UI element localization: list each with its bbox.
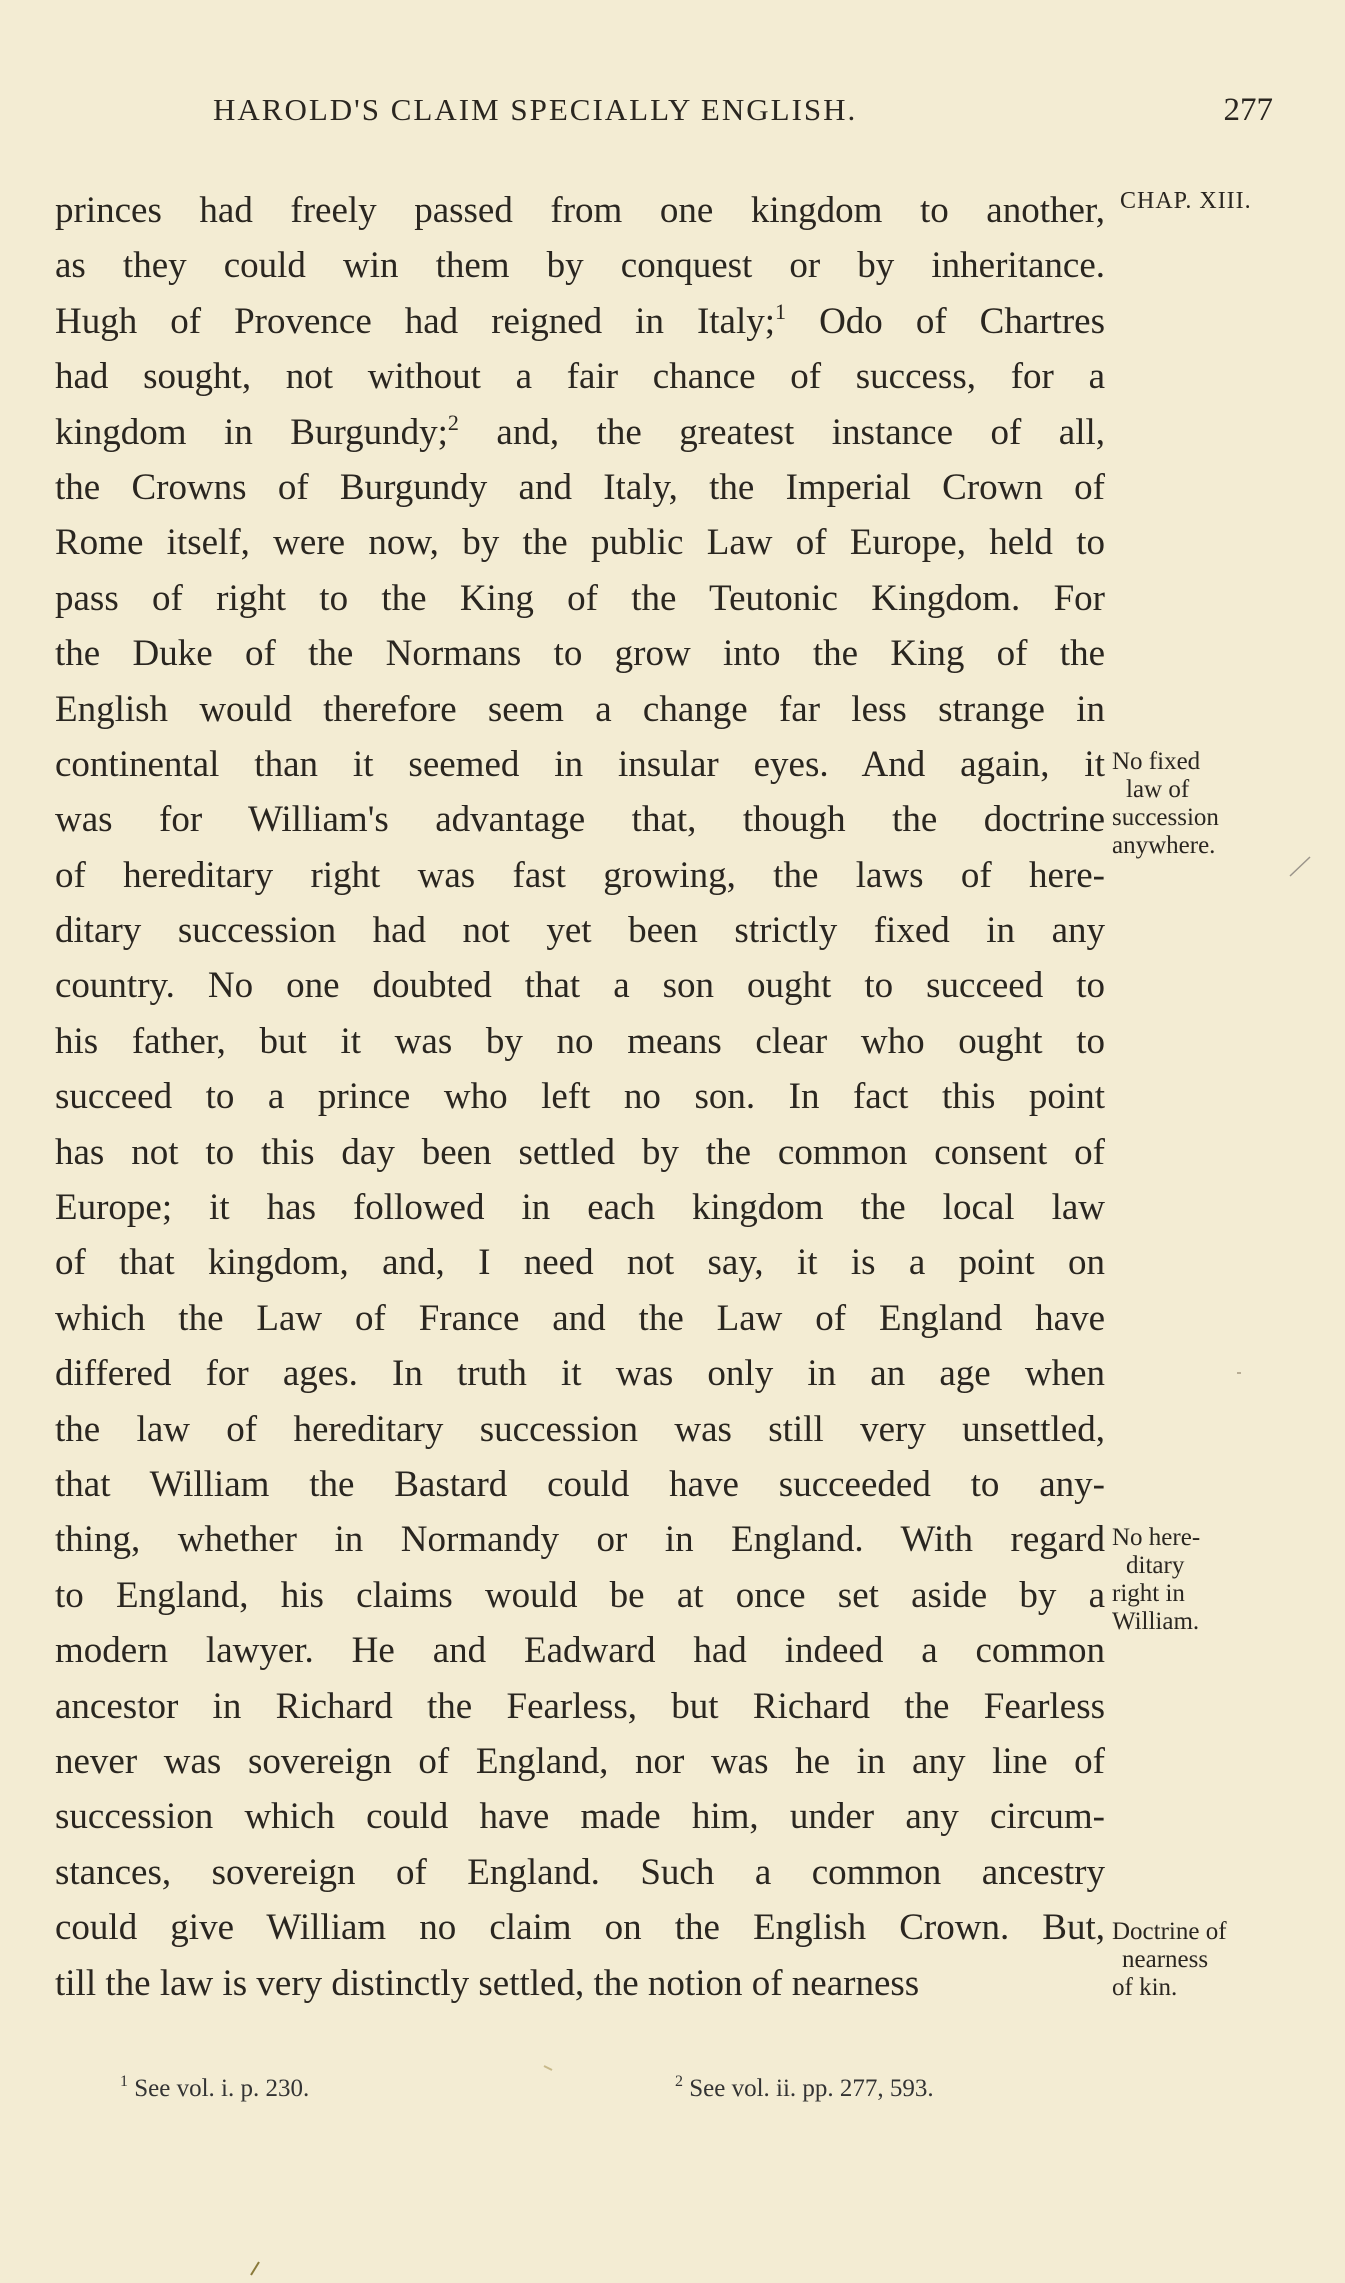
text-segment: Hugh of Provence had reigned in Italy;	[55, 300, 776, 342]
margin-note-line: succession	[1112, 804, 1219, 831]
footnote	[120, 2075, 309, 2103]
text-line: till the law is very distinctly settled, the notion of nearness	[55, 1962, 920, 2004]
text-line: country. No one doubted that a son ought to succeed to	[55, 965, 1105, 1007]
text-line: thing, whether in Normandy or in England. With regard	[55, 1519, 1105, 1561]
text-line: succeed to a prince who left no son. In fact this point	[55, 1076, 1105, 1118]
footnote-ref: 1	[775, 298, 787, 324]
text-line: pass of right to the King of the Teutonic Kingdom. For	[55, 577, 1105, 619]
text-line: as they could win them by conquest or by inheritance.	[55, 245, 1105, 287]
text-line: Europe; it has followed in each kingdom the local law	[55, 1187, 1105, 1229]
text-segment: and, the greatest instance of all,	[496, 411, 1105, 453]
text-line: the Duke of the Normans to grow into the King of the	[55, 633, 1105, 675]
footnotes	[120, 2075, 1120, 2115]
text-line: of hereditary right was fast growing, the laws of here-	[55, 854, 1105, 896]
ink-speck	[544, 2066, 552, 2070]
text-line: the Crowns of Burgundy and Italy, the Imperial Crown of	[55, 466, 1105, 508]
margin-note-line: law of	[1126, 776, 1190, 803]
margin-note-line: nearness	[1122, 1946, 1209, 1973]
footnote-text: See vol. i. p. 230.	[134, 2075, 310, 2102]
text-line	[55, 405, 1105, 460]
footnote-text: See vol. ii. pp. 277, 593.	[689, 2075, 934, 2102]
text-line: to England, his claims would be at once set aside by a	[55, 1574, 1105, 1616]
text-line: Rome itself, were now, by the public Law of Europe, held to	[55, 522, 1105, 564]
chapter-marker: CHAP. XIII.	[1120, 188, 1252, 214]
text-line: that William the Bastard could have succeeded to any-	[55, 1463, 1105, 1505]
text-line: the law of hereditary succession was still very unsettled,	[55, 1408, 1105, 1450]
text-line: never was sovereign of England, nor was he in any line of	[55, 1740, 1105, 1782]
footnote-marker: 2	[675, 2073, 683, 2090]
body-text	[55, 183, 1105, 2011]
text-line: could give William no claim on the English Crown. But,	[55, 1907, 1105, 1949]
margin-note-succession	[1112, 748, 1312, 860]
text-line: ancestor in Richard the Fearless, but Richard the Fearless	[55, 1685, 1105, 1727]
text-line: of that kingdom, and, I need not say, it is a point on	[55, 1242, 1105, 1284]
ink-speck	[251, 2262, 259, 2275]
text-line: stances, sovereign of England. Such a common ancestry	[55, 1851, 1105, 1893]
text-line: was for William's advantage that, though the doctrine	[55, 799, 1105, 841]
running-title: HAROLD'S CLAIM SPECIALLY ENGLISH.	[213, 92, 858, 127]
text-line: modern lawyer. He and Eadward had indeed a common	[55, 1630, 1105, 1672]
footnote	[675, 2075, 934, 2103]
text-line: differed for ages. In truth it was only in an age when	[55, 1353, 1105, 1395]
text-line: which the Law of France and the Law of England have	[55, 1297, 1105, 1339]
text-line	[55, 294, 1105, 349]
running-header	[213, 92, 1273, 136]
text-line: has not to this day been settled by the common consent of	[55, 1131, 1105, 1173]
margin-note-line: No fixed	[1112, 748, 1201, 775]
footnote-marker: 1	[120, 2073, 128, 2090]
margin-note-line: No here-	[1112, 1524, 1201, 1551]
page-number: 277	[1223, 92, 1273, 128]
footnote-ref: 2	[447, 409, 459, 435]
margin-note-line: of kin.	[1112, 1974, 1178, 2001]
margin-note-line: Doctrine of	[1112, 1918, 1227, 1945]
text-line: had sought, not without a fair chance of success, for a	[55, 356, 1105, 398]
text-line: his father, but it was by no means clear who ought to	[55, 1020, 1105, 1062]
margin-note-line: William.	[1112, 1608, 1200, 1635]
margin-note-line: anywhere.	[1112, 832, 1216, 859]
text-line: ditary succession had not yet been strictly fixed in any	[55, 910, 1105, 952]
text-segment: kingdom in Burgundy;	[55, 411, 448, 453]
text-line: succession which could have made him, under any circum-	[55, 1796, 1105, 1838]
text-line: continental than it seemed in insular eyes. And again, it	[55, 743, 1105, 785]
margin-note-nearness	[1112, 1918, 1312, 2002]
text-line: English would therefore seem a change far less strange in	[55, 688, 1105, 730]
margin-note-hereditary-right	[1112, 1524, 1312, 1636]
text-segment: Odo of Chartres	[819, 300, 1105, 342]
margin-note-line: right in	[1112, 1580, 1185, 1607]
text-line: princes had freely passed from one kingdom to another,	[55, 190, 1105, 231]
margin-note-line: ditary	[1126, 1552, 1185, 1579]
